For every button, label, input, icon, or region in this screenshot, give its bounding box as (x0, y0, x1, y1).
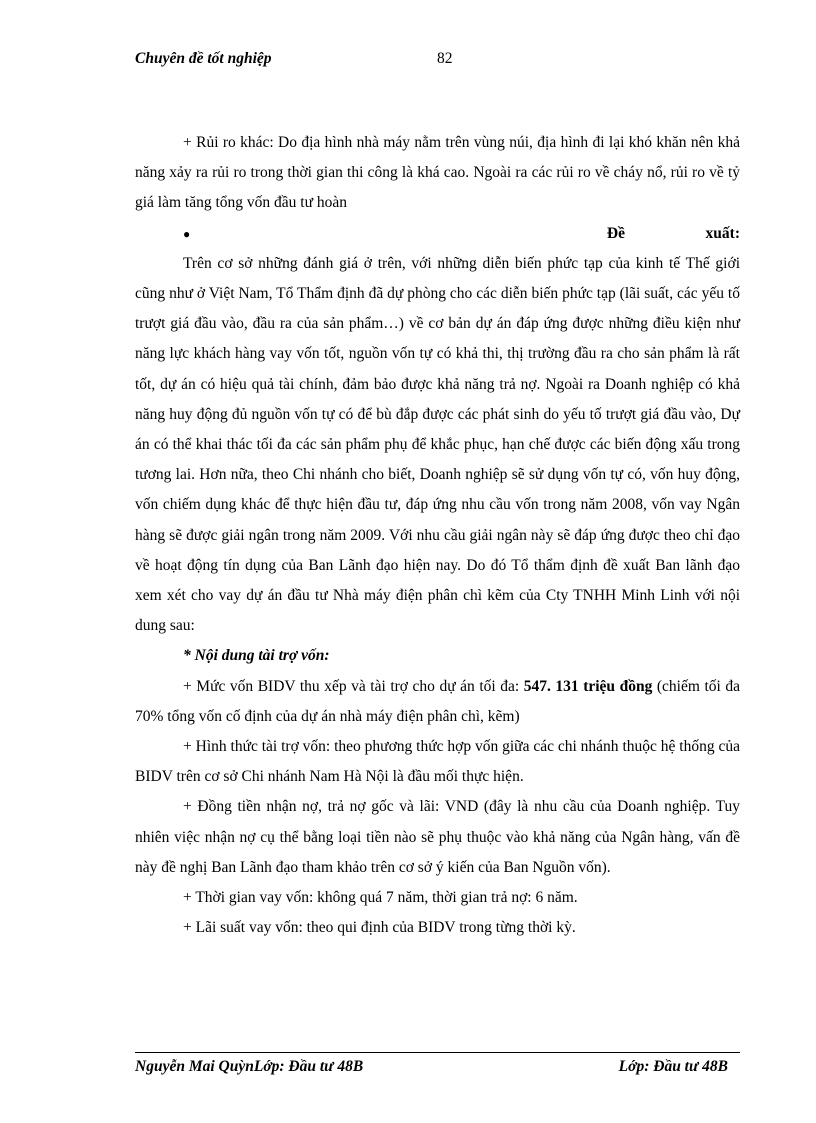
financing-subheading: * Nội dung tài trợ vốn: (183, 647, 330, 665)
footer-class: Lớp: Đầu tư 48B (618, 1058, 728, 1075)
paragraph-funding-amount (135, 672, 740, 732)
bullet-icon: ● (183, 226, 191, 241)
page-number: 82 (437, 50, 453, 67)
proposal-heading-word1: Đề (606, 224, 625, 242)
paragraph-financing-form: + Hình thức tài trợ vốn: theo phương thức hợp vốn giữa các chi nhánh thuộc hệ thống của BIDV trên cơ sở Chi nhánh Nam Hà Nội là đầu mối thực hiện. (135, 738, 740, 786)
paragraph-currency: + Đồng tiền nhận nợ, trả nợ gốc và lãi: VND (đây là nhu cầu của Doanh nghiệp. Tuy nhiên việc nhận nợ cụ thể bằng loại tiền nào sẽ phụ thuộc vào khả năng của Ngân hàng, vấn đề này đề nghị Ban Lãnh đạo tham khảo trên cơ sở ý kiến của Ban Nguồn vốn). (135, 798, 740, 876)
paragraph-loan-term: + Thời gian vay vốn: không quá 7 năm, thời gian trả nợ: 6 năm. (183, 889, 578, 907)
paragraph-other-risks: + Rủi ro khác: Do địa hình nhà máy nằm trên vùng núi, địa hình đi lại khó khăn nên khả năng xảy ra rủi ro trong thời gian thi công là khá cao. Ngoài ra các rủi ro về cháy nổ, rủi ro về tỷ giá làm tăng tổng vốn đầu tư hoàn (135, 134, 740, 212)
page-header (135, 50, 740, 72)
funding-amount-value: 547. 131 triệu đồng (523, 677, 653, 695)
paragraph-assessment: Trên cơ sở những đánh giá ở trên, với những diễn biến phức tạp của kinh tế Thế giới cũng như ở Việt Nam, Tổ Thẩm định đã dự phòng cho các diễn biến phức tạp (lãi suất, các yếu tố trượt giá đầu vào, đầu ra của sản phẩm…) về cơ bản dự án đáp ứng được những điều kiện như năng lực khách hàng vay vốn tốt, nguồn vốn tự có khả thi, thị trường đầu ra cho sản phẩm là rất tốt, dự án có hiệu quả tài chính, đảm bảo được khả năng trả nợ. Ngoài ra Doanh nghiệp có khả năng huy động đủ nguồn vốn tự có để bù đắp được các phát sinh do yếu tố trượt giá đầu vào, Dự án có thể khai thác tối đa các sản phẩm phụ để khắc phục, hạn chế được các biến động xấu trong tương lai. Hơn nữa, theo Chi nhánh cho biết, Doanh nghiệp sẽ sử dụng vốn tự có, vốn huy động, vốn chiếm dụng khác để thực hiện đầu tư, đáp ứng nhu cầu vốn trong năm 2008, vốn vay Ngân hàng sẽ được giải ngân trong năm 2009. Với nhu cầu giải ngân này sẽ đáp ứng được theo chỉ đạo về hoạt động tín dụng của Ban Lãnh đạo hiện nay. Do đó Tổ thẩm định đề xuất Ban lãnh đạo xem xét cho vay dự án đầu tư Nhà máy điện phân chì kẽm của Cty TNHH Minh Linh với nội dung sau: (135, 254, 740, 635)
funding-amount-note: (chiếm tối đa 70% tổng vốn cố định của dự án nhà máy điện phân chì, kẽm) (135, 677, 741, 725)
document-body (135, 128, 740, 943)
proposal-heading (606, 219, 740, 249)
footer-author: Nguyễn Mai QuỳnLớp: Đầu tư 48B (135, 1058, 364, 1075)
footer-divider (135, 1052, 740, 1053)
header-title: Chuyên đề tốt nghiệp (135, 50, 272, 67)
page-footer (135, 1058, 740, 1080)
funding-amount-lead: + Mức vốn BIDV thu xếp và tài trợ cho dự án tối đa: (183, 677, 524, 695)
proposal-heading-word2: xuất: (705, 224, 740, 242)
paragraph-interest-rate: + Lãi suất vay vốn: theo qui định của BIDV trong từng thời kỳ. (183, 919, 576, 937)
proposal-bullet (135, 219, 740, 249)
